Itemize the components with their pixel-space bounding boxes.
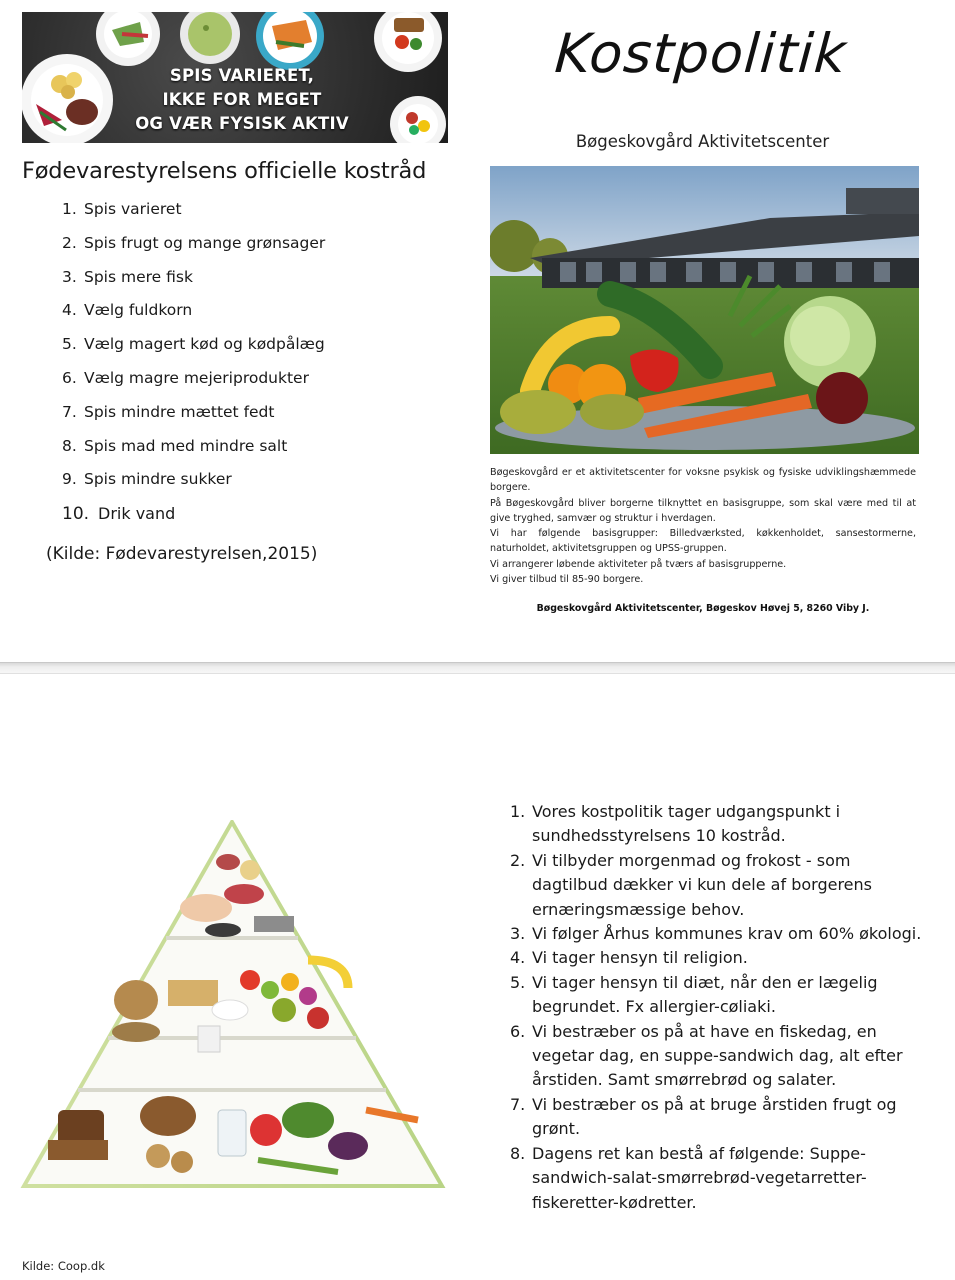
guideline-number: 10. [62,504,90,525]
policy-number: 7. [510,1094,526,1114]
guideline-item [62,504,325,538]
policy-item [510,971,930,1020]
policy-number: 2. [510,850,526,870]
page-2 [0,674,955,1280]
guideline-item [62,200,325,234]
policy-number: 6. [510,1021,526,1041]
guideline-number: 5. [62,335,77,354]
guideline-item [62,437,325,471]
policy-list [510,800,930,1215]
guideline-text: Spis frugt og mange grønsager [84,233,326,252]
guideline-text: Spis mindre sukker [84,470,232,489]
banner-line-1: SPIS VARIERET, [169,66,315,85]
description-paragraph: Vi har følgende basisgrupper: Billedværksted, køkkenholdet, sansestormerne, naturholdet, aktivitetsgruppen og UPSS-gruppen. [490,528,916,555]
policy-text: Vi tager hensyn til religion. [532,948,748,968]
policy-item [510,1093,930,1142]
policy-item [510,1020,930,1093]
guideline-number: 2. [62,233,77,252]
food-pyramid-image [18,820,446,1190]
policy-text: Vi tager hensyn til diæt, når den er lægelig begrundet. Fx allergier-cøliaki. [532,972,878,1017]
policy-text: Vi bestræber os på at have en fiskedag, en vegetar dag, en suppe-sandwich dag, alt efter årstiden. Samt smørrebrød og salater. [532,1021,903,1090]
description-paragraph: På Bøgeskovgård bliver borgerne tilknyttet en basisgruppe, som skal være med til at give tryghed, samvær og struktur i hverdagen. [490,497,916,524]
policy-text: Vores kostpolitik tager udgangspunkt i sundhedsstyrelsens 10 kostråd. [532,802,841,846]
policy-text: Vi følger Århus kommunes krav om 60% økologi. [532,924,922,944]
policy-text: Dagens ret kan bestå af følgende: Suppe-sandwich-salat-smørrebrød-vegetarretter-fiskeretter-kødretter. [532,1143,867,1212]
guideline-item [62,268,325,302]
policy-item [510,922,930,946]
image-source-caption: Kilde: Coop.dk [22,1259,105,1273]
banner-image [22,12,448,143]
policy-number: 8. [510,1143,526,1163]
center-address: Bøgeskovgård Aktivitetscenter, Bøgeskov Høvej 5, 8260 Viby J. [536,603,870,614]
guideline-number: 1. [62,200,77,218]
guideline-item [62,470,325,504]
policy-text: Vi bestræber os på at bruge årstiden frugt og grønt. [532,1094,897,1139]
guideline-number: 7. [62,402,77,421]
policy-text: Vi tilbyder morgenmad og frokost - som dagtilbud dækker vi kun dele af borgerens ernæringsmæssige behov. [532,850,872,919]
guideline-number: 9. [62,470,77,489]
policy-number: 1. [510,802,526,821]
page-separator [0,662,955,674]
guideline-item [62,301,325,335]
policy-item [510,800,930,849]
guideline-text: Vælg magre mejeriprodukter [84,368,309,387]
guideline-item [62,403,325,437]
description-paragraph: Vi giver tilbud til 85-90 borgere. [490,574,644,586]
guideline-item [62,369,325,403]
guideline-item [62,335,325,369]
policy-number: 5. [510,972,526,992]
guideline-text: Vælg fuldkorn [84,301,193,320]
food-pyramid-illustration [18,820,446,1190]
guideline-text: Spis varieret [84,200,182,218]
guideline-text: Spis mindre mættet fedt [84,402,275,421]
guideline-text: Spis mere fisk [84,267,193,286]
description-paragraph: Vi arrangerer løbende aktiviteter på tværs af basisgrupperne. [490,558,787,570]
guideline-number: 8. [62,436,77,455]
center-description [490,465,916,587]
guidelines-source: (Kilde: Fødevarestyrelsen,2015) [46,544,318,564]
guideline-number: 4. [62,301,77,320]
guideline-text: Spis mad med mindre salt [84,436,288,455]
policy-item [510,1142,930,1215]
guidelines-heading: Fødevarestyrelsens officielle kostråd [22,158,427,184]
guideline-number: 3. [62,267,77,286]
banner-line-2: IKKE FOR MEGET [162,90,322,109]
guideline-text: Vælg magert kød og kødpålæg [84,335,325,354]
vegetables-photo [490,166,919,454]
guidelines-list [62,200,325,538]
description-paragraph: Bøgeskovgård er et aktivitetscenter for voksne psykisk og fysiske udviklingshæmmede borgere. [490,467,916,494]
policy-item [510,849,930,922]
guideline-number: 6. [62,368,77,387]
vegetables-building-illustration [490,166,919,454]
policy-number: 3. [510,924,526,944]
policy-number: 4. [510,948,526,968]
guideline-text: Drik vand [98,504,176,524]
banner-line-3: OG VÆR FYSISK AKTIV [135,114,349,133]
document-title: Kostpolitik [552,22,849,85]
policy-item [510,946,930,970]
guideline-item [62,234,325,268]
center-name: Bøgeskovgård Aktivitetscenter [575,132,830,151]
banner-slogan [122,64,362,136]
